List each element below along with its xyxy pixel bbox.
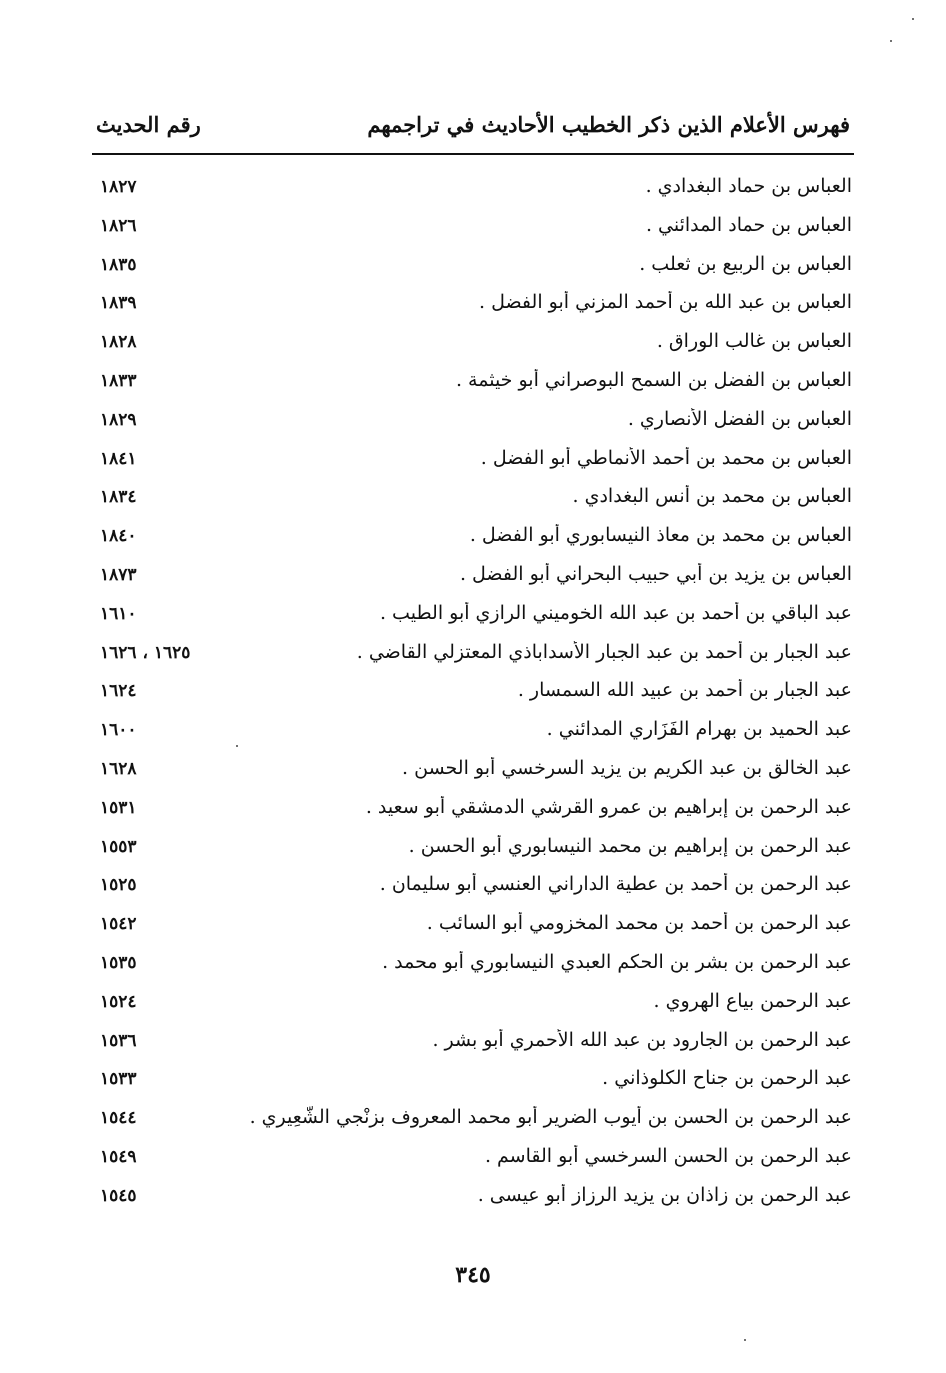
- entry-hadith-number: ١٥٣٦: [100, 1030, 137, 1051]
- entry-hadith-number: ١٥٢٤: [100, 991, 137, 1012]
- entry-hadith-number: ١٨٣٥: [100, 254, 137, 275]
- entry-hadith-number: ١٥٣٥: [100, 952, 137, 973]
- entry-hadith-number: ١٥٤٢: [100, 914, 137, 935]
- entry-hadith-number: ١٥٢٥: [100, 875, 137, 896]
- entry-name: العباس بن الفضل بن السمح البوصراني أبو خيثمة .: [455, 368, 852, 391]
- entry-name: عبد الخالق بن عبد الكريم بن يزيد السرخسي أبو الحسن .: [402, 756, 852, 779]
- entry-name: العباس بن الربيع بن ثعلب .: [639, 252, 852, 275]
- entry-name: عبد الرحمن بياع الهروي .: [653, 989, 852, 1012]
- index-entry: [96, 871, 852, 910]
- column-label: رقم الحديث: [96, 112, 201, 137]
- index-entry: [96, 1065, 852, 1104]
- index-entry: [96, 445, 852, 484]
- header-rule: [92, 153, 854, 155]
- index-entry: [96, 212, 852, 251]
- index-entry: [96, 483, 852, 522]
- entry-hadith-number: ١٦١٠: [100, 603, 137, 624]
- index-entry: [96, 910, 852, 949]
- entry-name: عبد الرحمن بن إبراهيم بن عمرو القرشي الدمشقي أبو سعيد .: [365, 795, 852, 818]
- index-entry: [96, 600, 852, 639]
- entry-name: العباس بن عبد الله بن أحمد المزني أبو الفضل .: [478, 291, 852, 314]
- entry-hadith-number: ١٨٢٩: [100, 409, 137, 430]
- entry-hadith-number: ١٦٠٠: [100, 720, 137, 741]
- scan-speck: [890, 40, 892, 42]
- entry-hadith-number: ١٨٢٦: [100, 215, 137, 236]
- entry-hadith-number: ١٥٤٤: [100, 1108, 137, 1129]
- entry-hadith-number: ١٦٢٤: [100, 681, 137, 702]
- entry-hadith-number: ١٨٣٣: [100, 370, 137, 391]
- entry-name: عبد الرحمن بن أحمد بن عطية الداراني العنسي أبو سليمان .: [379, 873, 852, 896]
- entry-hadith-number: ١٨٣٤: [100, 487, 137, 508]
- entry-name: عبد الجبار بن أحمد بن عبد الجبار الأسداباذي المعتزلي القاضي .: [356, 640, 852, 663]
- entry-hadith-number: ١٦٢٨: [100, 758, 137, 779]
- index-entries: [96, 173, 852, 1221]
- index-entry: [96, 794, 852, 833]
- entry-name: العباس بن محمد بن أنس البغدادي .: [572, 485, 852, 508]
- entry-name: العباس بن يزيد بن أبي حبيب البحراني أبو الفضل .: [459, 562, 852, 585]
- index-entry: [96, 833, 852, 872]
- entry-hadith-number: ١٨٤٠: [100, 526, 137, 547]
- entry-hadith-number: ١٨٣٩: [100, 293, 137, 314]
- entry-name: العباس بن حماد المدائني .: [645, 213, 852, 236]
- entry-name: عبد الرحمن بن الحسن بن أيوب الضرير أبو محمد المعروف بزِنْجي الشُّعِيري .: [249, 1106, 852, 1129]
- entry-hadith-number: ١٨٧٣: [100, 564, 137, 585]
- entry-name: العباس بن غالب الوراق .: [656, 330, 852, 353]
- index-entry: [96, 988, 852, 1027]
- index-entry: [96, 1182, 852, 1221]
- page-number: ٣٤٥: [455, 1262, 491, 1288]
- index-entry: [96, 289, 852, 328]
- entry-name: عبد الرحمن بن إبراهيم بن محمد النيسابوري أبو الحسن .: [408, 834, 852, 857]
- entry-hadith-number: ١٥٤٩: [100, 1146, 137, 1167]
- entry-name: عبد الحميد بن بهرام الفَزَاري المدائني .: [546, 718, 852, 741]
- entry-hadith-number: ١٥٤٥: [100, 1185, 137, 1206]
- entry-name: عبد الرحمن بن أحمد بن محمد المخزومي أبو السائب .: [426, 912, 852, 935]
- entry-name: عبد الرحمن بن جناح الكلوذاني .: [602, 1067, 852, 1090]
- entry-name: العباس بن محمد بن معاذ النيسابوري أبو الفضل .: [469, 524, 852, 547]
- entry-name: عبد الرحمن بن زاذان بن يزيد الرزاز أبو عيسى .: [477, 1183, 852, 1206]
- index-entry: [96, 1104, 852, 1143]
- index-entry: [96, 755, 852, 794]
- entry-hadith-number: ١٥٣١: [100, 797, 137, 818]
- entry-hadith-number: ١٥٣٣: [100, 1069, 137, 1090]
- entry-name: العباس بن حماد البغدادي .: [645, 175, 852, 197]
- index-entry: [96, 522, 852, 561]
- index-entry: [96, 639, 852, 678]
- entry-name: عبد الرحمن بن بشر بن الحكم العبدي النيسابوري أبو محمد .: [382, 950, 852, 973]
- index-entry: [96, 367, 852, 406]
- entry-hadith-number: ١٨٢٧: [100, 177, 137, 197]
- entry-hadith-number: ١٨٢٨: [100, 332, 137, 353]
- index-entry: [96, 677, 852, 716]
- entry-hadith-number: ١٨٤١: [100, 448, 137, 469]
- entry-name: عبد الباقي بن أحمد بن عبد الله الخوميني الرازي أبو الطيب .: [379, 601, 852, 624]
- scan-speck: [744, 1339, 746, 1341]
- entry-name: عبد الرحمن بن الحسن السرخسي أبو القاسم .: [484, 1144, 852, 1167]
- entry-name: عبد الجبار بن أحمد بن عبيد الله السمسار .: [517, 679, 852, 702]
- entry-hadith-number: ١٦٢٥ ، ١٦٢٦: [100, 642, 191, 663]
- entry-name: عبد الرحمن بن الجارود بن عبد الله الأحمري أبو بشر .: [432, 1028, 852, 1051]
- scan-speck: [912, 18, 914, 20]
- index-entry: [96, 1143, 852, 1182]
- index-entry: [96, 328, 852, 367]
- index-title: فهرس الأعلام الذين ذكر الخطيب الأحاديث في تراجمهم: [367, 112, 850, 137]
- entry-hadith-number: ١٥٥٣: [100, 836, 137, 857]
- index-entry: [96, 949, 852, 988]
- index-entry: [96, 561, 852, 600]
- entry-name: العباس بن محمد بن أحمد الأنماطي أبو الفضل .: [480, 446, 852, 469]
- index-entry: [96, 173, 852, 212]
- index-entry: [96, 1027, 852, 1066]
- index-entry: [96, 716, 852, 755]
- index-entry: [96, 406, 852, 445]
- entry-name: العباس بن الفضل الأنصاري .: [627, 407, 852, 430]
- index-entry: [96, 251, 852, 290]
